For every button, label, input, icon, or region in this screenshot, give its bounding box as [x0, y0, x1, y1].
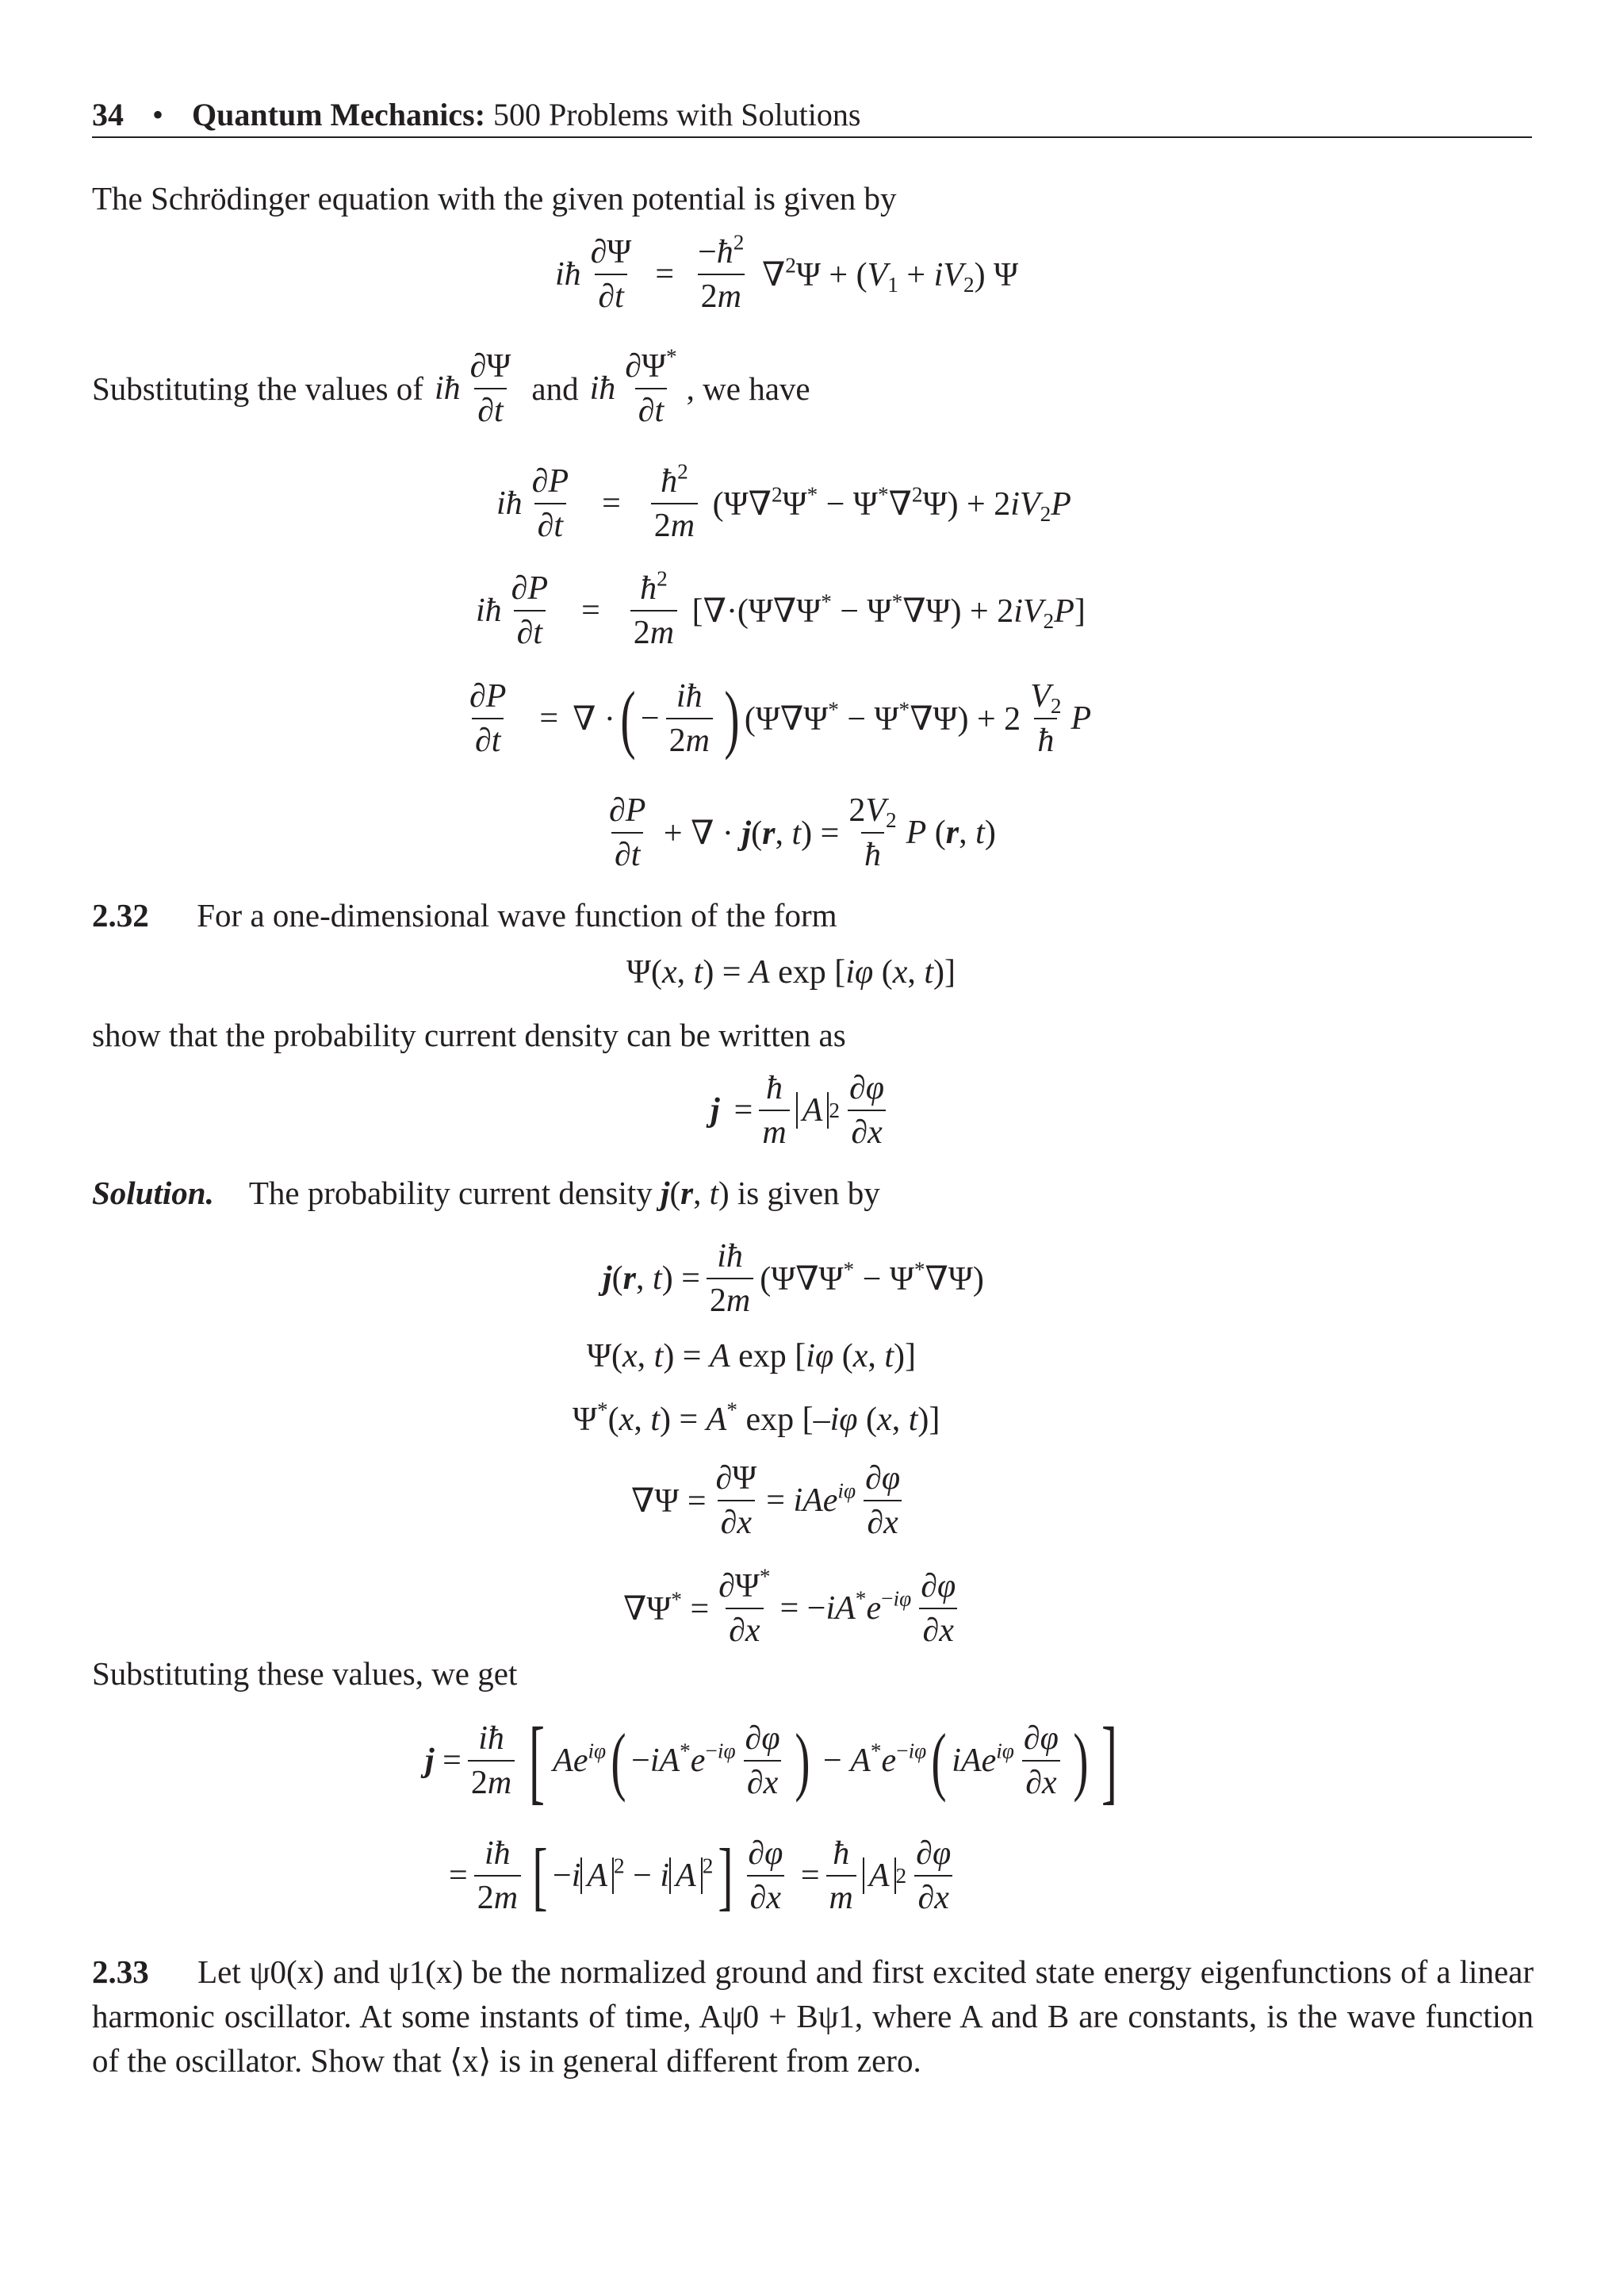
equation-dP-1: iħ $\frac{\partial P}{\partial t}$ = $\frac{ħ^2}{2m}$ $(\Psi\nabla^2\Psi^* - \Psi^*\nabla^2\Psi) + 2iV_2P$ — [496, 459, 1071, 544]
substituting-tail: , we have — [686, 370, 810, 407]
equation-wavefunction-form: Ψ(x, t) = A exp [iφ (x, t)] — [626, 954, 956, 991]
problem-2-33-text: Let ψ0(x) and ψ1(x) be the normalized ground and first excited state energy eigenfunctions of a linear harmonic oscillator. At some instants of time, Aψ0 + Bψ1, where A and B are constants, is the wave function of the oscillator. Show that ⟨x⟩ is in general different from zero. — [92, 1953, 1534, 2079]
equation-j-result: = $\frac{iħ}{2m}$ [ −i A $^2$ − i A $^2$ ] $\frac{\partial\varphi}{\partial x}$ = $\frac{ħ}{m}$ A 2 $\frac{\partial\varphi}{\partial x}$ — [449, 1833, 952, 1918]
equation-continuity: $\frac{\partial P}{\partial t}$ + ∇ · j(r, t) = $\frac{2V_2}{ħ}$ P (r, t) — [609, 792, 996, 873]
problem-2-32-text: For a one-dimensional wave function of the form — [197, 897, 837, 934]
equation-dP-3: $\frac{\partial P}{\partial t}$ = ∇ · ( − $\frac{iħ}{2m}$ ) (Ψ∇Ψ* − Ψ*∇Ψ) + 2 $\frac{V_2}{ħ}$ P — [469, 676, 1092, 761]
substituting-and: and — [531, 370, 579, 407]
running-header — [92, 94, 1532, 138]
intro-sentence: The Schrödinger equation with the given potential is given by — [92, 180, 897, 217]
equation-psi: Ψ(x, t) = A exp [iφ (x, t)] — [587, 1338, 917, 1374]
equation-grad-psi-conjugate: ∇Ψ* = $\frac{\partial\Psi^*}{\partial x}$ = $-iA^*e^{-i\varphi}$ $\frac{\partial\varphi}{\partial x}$ — [623, 1564, 956, 1649]
book-title: Quantum Mechanics: — [192, 97, 486, 132]
substituting-lead: Substituting the values of — [92, 370, 423, 407]
solution-label: Solution. — [92, 1175, 214, 1211]
equation-j-target: j = $\frac{ħ}{m}$ A 2 $\frac{\partial\varphi}{\partial x}$ — [710, 1069, 885, 1151]
equation-dP-2: iħ $\frac{\partial P}{\partial t}$ = $\frac{ħ^2}{2m}$ $[\nabla\cdot(\Psi\nabla\Psi^* - \Psi^*\nabla\Psi) + 2iV_2P]$ — [476, 566, 1086, 651]
solution-text-tail: is given by — [737, 1175, 880, 1211]
book-subtitle: 500 Problems with Solutions — [493, 97, 861, 132]
problem-2-33 — [92, 1950, 1534, 2083]
substituting-line: Substituting the values of iħ $\frac{\partial\Psi}{\partial t}$ and iħ $\frac{\partial\Psi^*}{\partial t}$ , we have — [92, 344, 810, 429]
problem-2-33-number: 2.33 — [92, 1953, 149, 1990]
equation-schrodinger: iħ $\frac{\partial\Psi}{\partial t}$ = $\frac{-ħ^2}{2m}$ $\nabla^2\Psi + (V_1 + iV_2)$ Ψ — [555, 230, 1019, 315]
equation-j-definition: j(r, t) = $\frac{iħ}{2m}$ (Ψ∇Ψ* − Ψ*∇Ψ) — [603, 1237, 984, 1319]
solution-substituting-text: Substituting these values, we get — [92, 1655, 518, 1692]
solution-text-lead: The probability current density — [248, 1175, 653, 1211]
solution-intro: Solution. The probability current density j(r, t) is given by — [92, 1175, 880, 1211]
equation-grad-psi: ∇Ψ = $\frac{\partial\Psi}{\partial x}$ = iAe$^{i\varphi}$ $\frac{\partial\varphi}{\partial x}$ — [631, 1459, 901, 1541]
problem-2-32-number: 2.32 — [92, 897, 149, 934]
page-number: 34 — [92, 97, 124, 132]
equation-psi-conjugate: Ψ*(x, t) = A* exp [–iφ (x, t)] — [573, 1397, 940, 1438]
header-separator: • — [152, 97, 164, 132]
problem-2-32-show-text: show that the probability current density can be written as — [92, 1017, 846, 1053]
equation-j-substituted: j = $\frac{iħ}{2m}$ [ $Ae^{i\varphi}$ ( $-iA^*e^{-i\varphi}$ $\frac{\partial\varphi}{\partial x}$ ) − $A^*e^{-i\varphi}$ ( iAe$^{i\varphi}$ $\frac{\partial\varphi}{\partial x}$ ) ] — [425, 1708, 1117, 1813]
problem-2-32-statement — [92, 893, 1534, 937]
